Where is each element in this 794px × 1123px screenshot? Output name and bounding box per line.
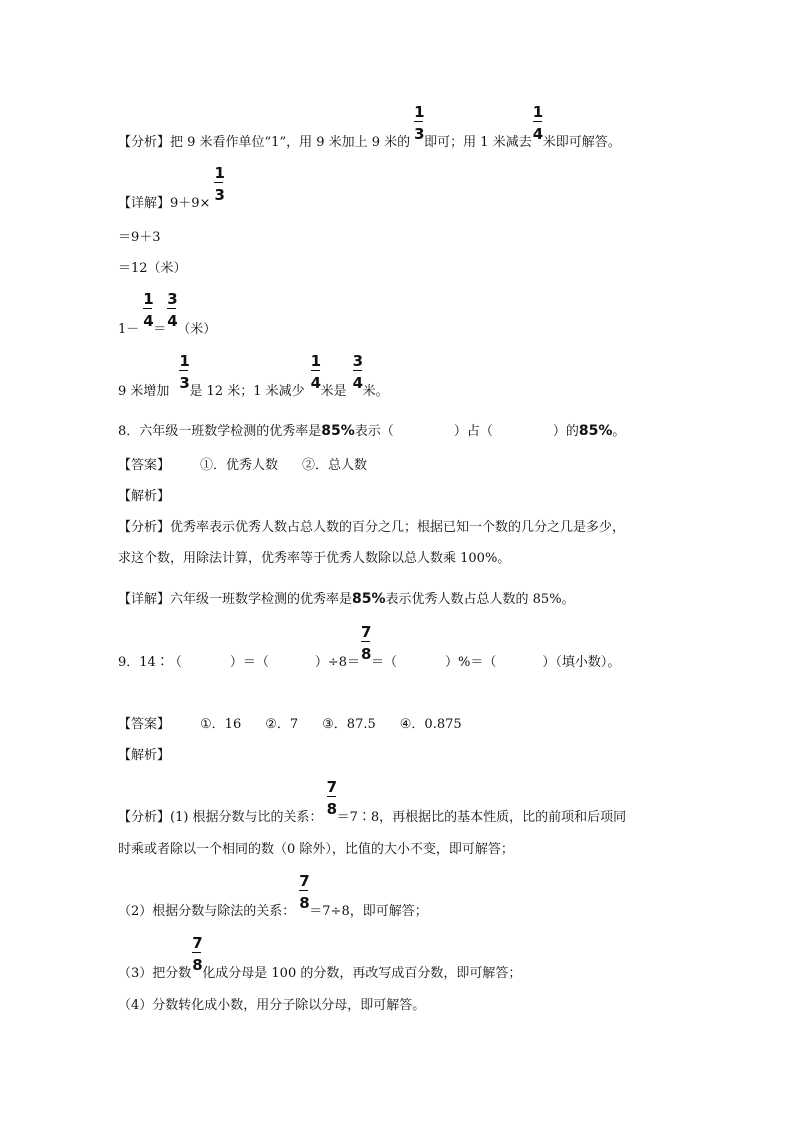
fraction — [167, 290, 178, 333]
fraction — [326, 778, 337, 821]
text: ＝7÷8，即可解答； — [309, 904, 428, 919]
answer-item: ②．7 — [265, 717, 299, 732]
q7-detail — [118, 164, 225, 214]
q9-analysis3 — [118, 934, 522, 984]
fraction-bar — [533, 121, 542, 122]
denominator: 3 — [414, 125, 425, 143]
denominator: 4 — [310, 374, 322, 392]
text: 9．14∶（ — [118, 655, 182, 670]
text: 9 米增加 — [118, 384, 170, 399]
text: ＝ — [153, 322, 167, 337]
text: 是 12 米；1 米减少 — [189, 384, 305, 399]
numerator: 3 — [352, 352, 364, 370]
text: ＝7∶8，再根据比的基本性质，比的前项和后项同 — [336, 810, 627, 825]
text: （2）根据分数与除法的关系： — [118, 904, 296, 919]
answer-item: ①．优秀人数 — [200, 458, 279, 473]
fraction-bar — [353, 370, 362, 371]
text: ＝（ — [371, 655, 398, 670]
numerator: 1 — [143, 290, 154, 308]
numerator: 7 — [299, 872, 310, 890]
text: 【分析】把 9 米看作单位“1”，用 9 米加上 9 米的 — [118, 135, 411, 150]
text: ）%＝（ — [445, 655, 497, 670]
text: 化成分母是 100 的分数，再改写成百分数，即可解答； — [202, 966, 522, 981]
fraction — [361, 623, 372, 666]
text: 【详解】9＋9× — [118, 196, 211, 211]
q9-answer — [118, 715, 462, 735]
fraction — [352, 352, 364, 395]
fraction — [179, 352, 190, 395]
text: 【详解】六年级一班数学检测的优秀率是 — [118, 592, 353, 607]
fraction — [214, 164, 225, 207]
q8-jiexi: 【解析】 — [118, 489, 171, 504]
text: 。 — [612, 424, 626, 439]
numerator: 1 — [532, 103, 544, 121]
fraction-bar — [311, 370, 320, 371]
text: ）的 — [552, 424, 579, 439]
q9-jiexi: 【解析】 — [118, 748, 171, 763]
denominator: 8 — [326, 800, 337, 818]
denominator: 4 — [352, 374, 364, 392]
fraction-bar — [214, 182, 223, 183]
percent-85: 85% — [578, 423, 613, 439]
numerator: 1 — [214, 164, 225, 182]
numerator: 1 — [310, 352, 322, 370]
numerator: 1 — [179, 352, 190, 370]
denominator: 4 — [143, 312, 154, 330]
percent-85: 85% — [352, 591, 386, 607]
q7-step1: ＝9＋3 — [118, 230, 161, 245]
numerator: 7 — [192, 934, 203, 952]
q9-question — [118, 623, 621, 673]
text: 米即可解答。 — [542, 135, 621, 150]
denominator: 8 — [299, 894, 310, 912]
fraction — [532, 103, 544, 146]
q8-question — [118, 421, 625, 442]
q8-detail — [118, 589, 575, 610]
fraction-bar — [361, 641, 370, 642]
fraction — [310, 352, 322, 395]
text: ）占（ — [453, 424, 493, 439]
numerator: 7 — [326, 778, 337, 796]
numerator: 1 — [414, 103, 425, 121]
fraction-bar — [143, 308, 152, 309]
q9-analysis4: （4）分数转化成小数，用分子除以分母，即可解答。 — [118, 998, 426, 1013]
answer-item: ③．87.5 — [322, 717, 376, 732]
answer-label: 【答案】 — [118, 717, 171, 732]
q9-analysis1-line2: 时乘或者除以一个相同的数（0 除外），比值的大小不变，即可解答； — [118, 842, 514, 857]
q7-step2: ＝12（米） — [118, 261, 187, 276]
denominator: 8 — [192, 956, 203, 974]
numerator: 7 — [361, 623, 372, 641]
q8-answer — [118, 456, 367, 476]
fraction-bar — [299, 890, 308, 891]
q7-conclusion — [118, 352, 389, 402]
denominator: 3 — [214, 186, 225, 204]
text: 米。 — [362, 384, 389, 399]
numerator: 3 — [167, 290, 178, 308]
text: 米是 — [320, 384, 347, 399]
text: 即可；用 1 米减去 — [424, 135, 532, 150]
text: 表示（ — [354, 424, 394, 439]
fraction — [143, 290, 154, 333]
answer-item: ④．0.875 — [399, 717, 462, 732]
fraction-bar — [167, 308, 176, 309]
text: 1－ — [118, 322, 140, 337]
text: 【分析】(1) 根据分数与比的关系： — [118, 810, 323, 825]
fraction-bar — [414, 121, 423, 122]
q7-step3 — [118, 290, 217, 340]
q8-analysis-line1: 【分析】优秀率表示优秀人数占总人数的百分之几；根据已知一个数的几分之几是多少， — [118, 520, 626, 535]
q9-analysis2 — [118, 872, 428, 922]
q8-analysis-line2: 求这个数，用除法计算，优秀率等于优秀人数除以总人数乘 100%。 — [118, 551, 511, 566]
denominator: 3 — [179, 374, 190, 392]
text: ）÷8＝ — [314, 655, 361, 670]
text: ）（填小数）。 — [542, 655, 621, 670]
text: （米） — [177, 322, 217, 337]
answer-item: ①．16 — [200, 717, 242, 732]
fraction-bar — [327, 796, 336, 797]
fraction-bar — [192, 952, 201, 953]
fraction — [299, 872, 310, 915]
text: （3）把分数 — [118, 966, 192, 981]
percent-85: 85% — [321, 423, 355, 439]
fraction — [414, 103, 425, 146]
answer-item: ②．总人数 — [302, 458, 368, 473]
denominator: 8 — [361, 645, 372, 663]
denominator: 4 — [167, 312, 178, 330]
text: 8．六年级一班数学检测的优秀率是 — [118, 424, 322, 439]
answer-label: 【答案】 — [118, 458, 171, 473]
text: ）＝（ — [229, 655, 269, 670]
fraction — [192, 934, 203, 977]
denominator: 4 — [532, 125, 544, 143]
text: 表示优秀人数占总人数的 85%。 — [385, 592, 575, 607]
fraction-bar — [179, 370, 188, 371]
q7-analysis — [118, 103, 621, 153]
q9-analysis1 — [118, 778, 627, 828]
